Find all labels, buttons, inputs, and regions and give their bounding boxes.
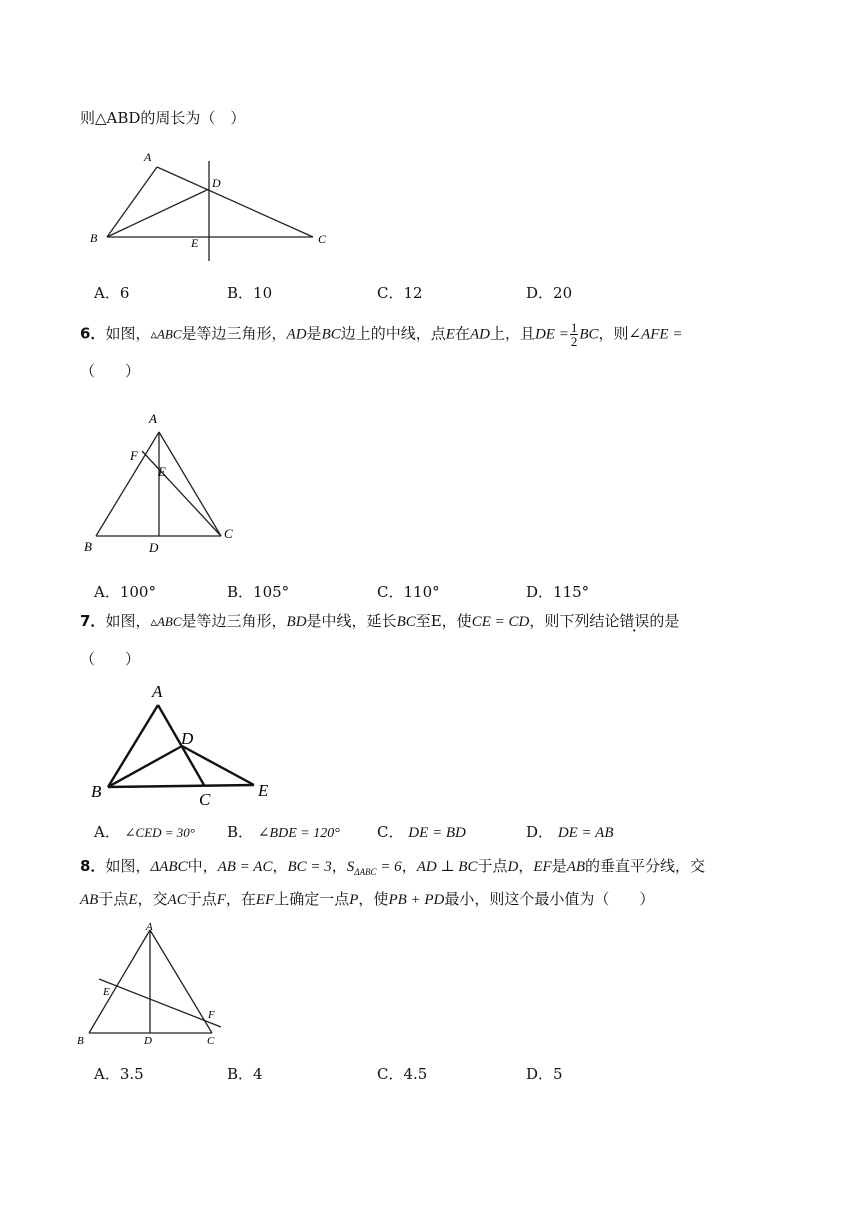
q7-number: 7． <box>80 612 106 630</box>
q5-label-E: E <box>191 236 199 250</box>
q5-stem-tail: 则△ABD的周长为（ ） <box>80 109 246 127</box>
q7-options <box>94 821 794 843</box>
q7-stem: 7．如图，▵ABC是等边三角形，BD是中线，延长BC至E，使CE = CD，则下列结论错误的是 <box>80 612 680 630</box>
q6-label-D: D <box>149 540 159 555</box>
q6-option-b[interactable]: B．105° <box>227 583 290 601</box>
q8-label-D: D <box>144 1035 152 1047</box>
q5-option-b[interactable]: B．10 <box>227 284 273 302</box>
q7-option-b[interactable]: B． ∠BDE = 120° <box>227 823 340 841</box>
q7-option-a[interactable]: A． ∠CED = 30° <box>94 823 195 841</box>
q8-option-d[interactable]: D．5 <box>526 1065 563 1083</box>
q6-label-A: A <box>149 411 157 426</box>
q7-option-c[interactable]: C． DE = BD <box>377 823 466 841</box>
q8-option-c[interactable]: C．4.5 <box>377 1065 428 1083</box>
q5-figure <box>80 145 340 270</box>
q8-stem-line2: AB于点E，交AC于点F，在EF上确定一点P，使PB + PD最小，则这个最小值为（ ） <box>80 890 655 908</box>
q7-label-E: E <box>258 781 269 800</box>
q8-label-A: A <box>146 921 153 933</box>
q7-label-A: A <box>152 682 163 701</box>
q6-label-C: C <box>224 526 233 541</box>
q8-label-E: E <box>103 986 110 998</box>
q6-fraction: $\frac{1}{2}$ <box>570 320 578 349</box>
q7-label-D: D <box>181 729 194 748</box>
q8-figure <box>74 920 234 1050</box>
q6-options <box>94 581 794 603</box>
q5-option-d[interactable]: D．20 <box>526 284 573 302</box>
q5-label-C: C <box>318 232 327 246</box>
q8-stem-line1: 8．如图，ΔABC中，AB = AC，BC = 3，$S_{\Delta ABC} = 6$，AD ⊥ BC于点D，EF是AB的垂直平分线，交 <box>80 857 706 877</box>
q6-answer-paren: （ ） <box>80 362 141 380</box>
q6-label-E: E <box>158 464 166 479</box>
q6-option-c[interactable]: C．110° <box>377 583 440 601</box>
q5-option-c[interactable]: C．12 <box>377 284 423 302</box>
q5-option-a[interactable]: A．6 <box>94 284 130 302</box>
q8-option-a[interactable]: A．3.5 <box>94 1065 144 1083</box>
q7-label-C: C <box>199 790 211 809</box>
q5-label-D: D <box>212 176 221 190</box>
q8-label-B: B <box>77 1035 84 1047</box>
q8-option-b[interactable]: B．4 <box>227 1065 263 1083</box>
q7-option-d[interactable]: D． DE = AB <box>526 823 614 841</box>
q6-label-B: B <box>84 539 92 554</box>
q6-number: 6． <box>80 324 106 343</box>
q7-figure <box>80 680 290 810</box>
q5-label-A: A <box>144 150 152 164</box>
q6-option-a[interactable]: A．100° <box>94 583 156 601</box>
q8-number: 8． <box>80 857 106 875</box>
q8-options <box>94 1063 794 1085</box>
q7-label-B: B <box>91 782 102 801</box>
q5-label-B: B <box>90 231 98 245</box>
q5-options <box>94 282 794 304</box>
q6-label-F: F <box>130 448 138 463</box>
q8-label-F: F <box>208 1009 215 1021</box>
q6-option-d[interactable]: D．115° <box>526 583 590 601</box>
q6-stem: 6．如图，▵ABC是等边三角形，AD是BC边上的中线，点E在AD上，且DE = $\frac{1}{2}$ BC，则∠AFE = <box>80 320 683 349</box>
q7-answer-paren: （ ） <box>80 650 141 668</box>
q7-emphasis: 错误 <box>619 612 650 630</box>
q6-figure <box>80 405 260 560</box>
q8-label-C: C <box>207 1035 215 1047</box>
